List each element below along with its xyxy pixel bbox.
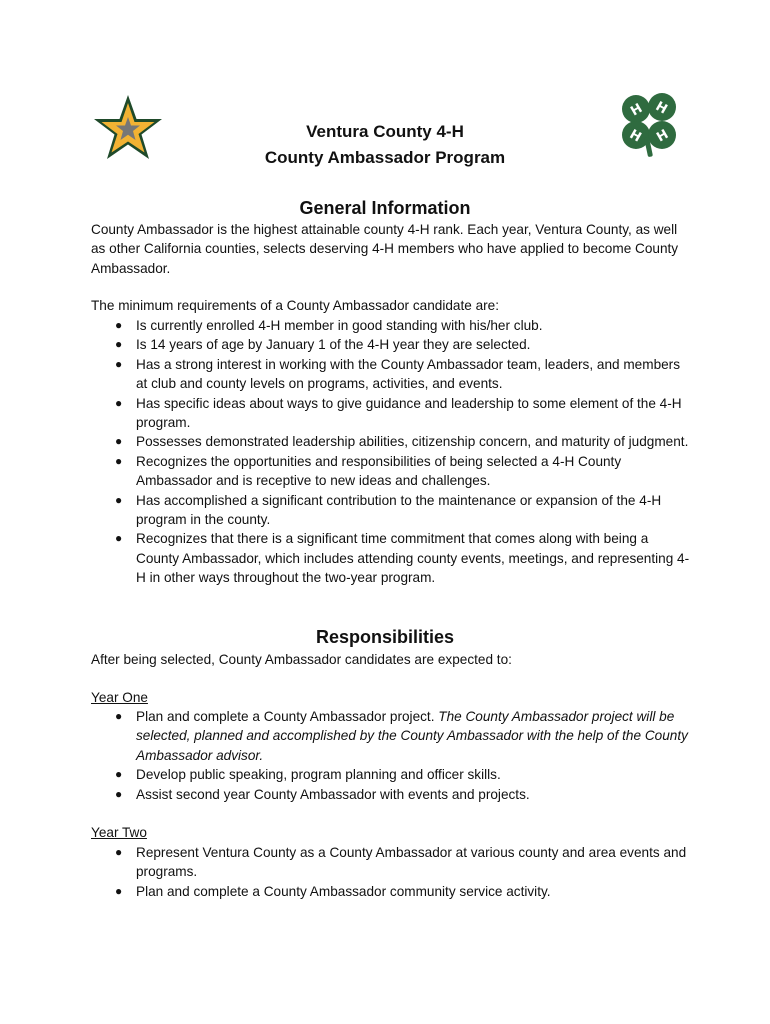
list-item: ● Assist second year County Ambassador with events and projects. [91,785,691,804]
bullet-icon: ● [115,318,123,332]
bullet-icon: ● [115,434,123,449]
list-item: ● Represent Ventura County as a County Ambassador at various county and area events and programs. [115,845,687,880]
list-item: ● Possesses demonstrated leadership abilities, citizenship concern, and maturity of judgment. [91,432,691,451]
general-information-heading: General Information [299,198,471,218]
svg-text:H: H [626,127,644,146]
responsibilities-intro: After being selected, County Ambassador candidates are expected to: [91,652,512,667]
bullet-icon: ● [115,492,123,507]
list-item: ● Recognizes that there is a significant time commitment that comes along with being a County Ambassador, which includes attending county events, meetings, and representing 4-H in other ways throughout the two-year program. [115,531,690,586]
list-item: ● Plan and complete a County Ambassador community service activity. [91,882,691,901]
list-item: ● Plan and complete a County Ambassador project. The County Ambassador project will be selected, planned and accomplished by the County Ambassador with the help of the County Ambassador advisor. [115,709,688,763]
year-one-list [91,707,691,804]
list-item: ● Develop public speaking, program planning and officer skills. [91,765,691,784]
list-item: ● Has specific ideas about ways to give guidance and leadership to some element of the 4-H program. [115,395,682,431]
list-item: ● Has accomplished a significant contribution to the maintenance or expansion of the 4-H program in the county. [115,492,662,528]
year-two-label: Year Two [91,825,147,840]
year-one-label: Year One [91,690,148,705]
year-two-list [91,843,691,901]
svg-text:H: H [652,99,670,118]
bullet-icon: ● [115,453,123,468]
list-item: ● Is 14 years of age by January 1 of the 4-H year they are selected. [91,335,691,354]
bullet-icon: ● [115,356,123,371]
bullet-icon: ● [115,767,123,782]
general-intro-paragraph: County Ambassador is the highest attainable county 4-H rank. Each year, Ventura County, as well as other California counties, selects deserving 4-H members who have applied to become County Ambassador. [91,222,679,276]
requirements-list [91,316,691,588]
bullet-icon: ● [115,337,123,352]
svg-text:H: H [654,127,672,146]
list-item: ● Recognizes the opportunities and responsibilities of being selected a 4-H County Ambassador and is receptive to new ideas and challenges. [115,453,622,489]
bullet-icon: ● [115,709,123,723]
bullet-icon: ● [115,883,123,898]
svg-text:H: H [628,101,646,120]
bullet-icon: ● [115,395,123,410]
document-title-line1: Ventura County 4-H [306,122,464,141]
requirements-intro: The minimum requirements of a County Ambassador candidate are: [91,298,500,313]
list-item: ● Is currently enrolled 4-H member in good standing with his/her club. [91,316,691,335]
document-title-line2: County Ambassador Program [264,148,506,167]
bullet-icon: ● [115,786,123,801]
bullet-icon: ● [115,845,123,859]
bullet-icon: ● [115,531,123,546]
list-item: ● Has a strong interest in working with the County Ambassador team, leaders, and members at club and county levels on programs, activities, and events. [115,356,681,392]
responsibilities-heading: Responsibilities [315,627,455,647]
